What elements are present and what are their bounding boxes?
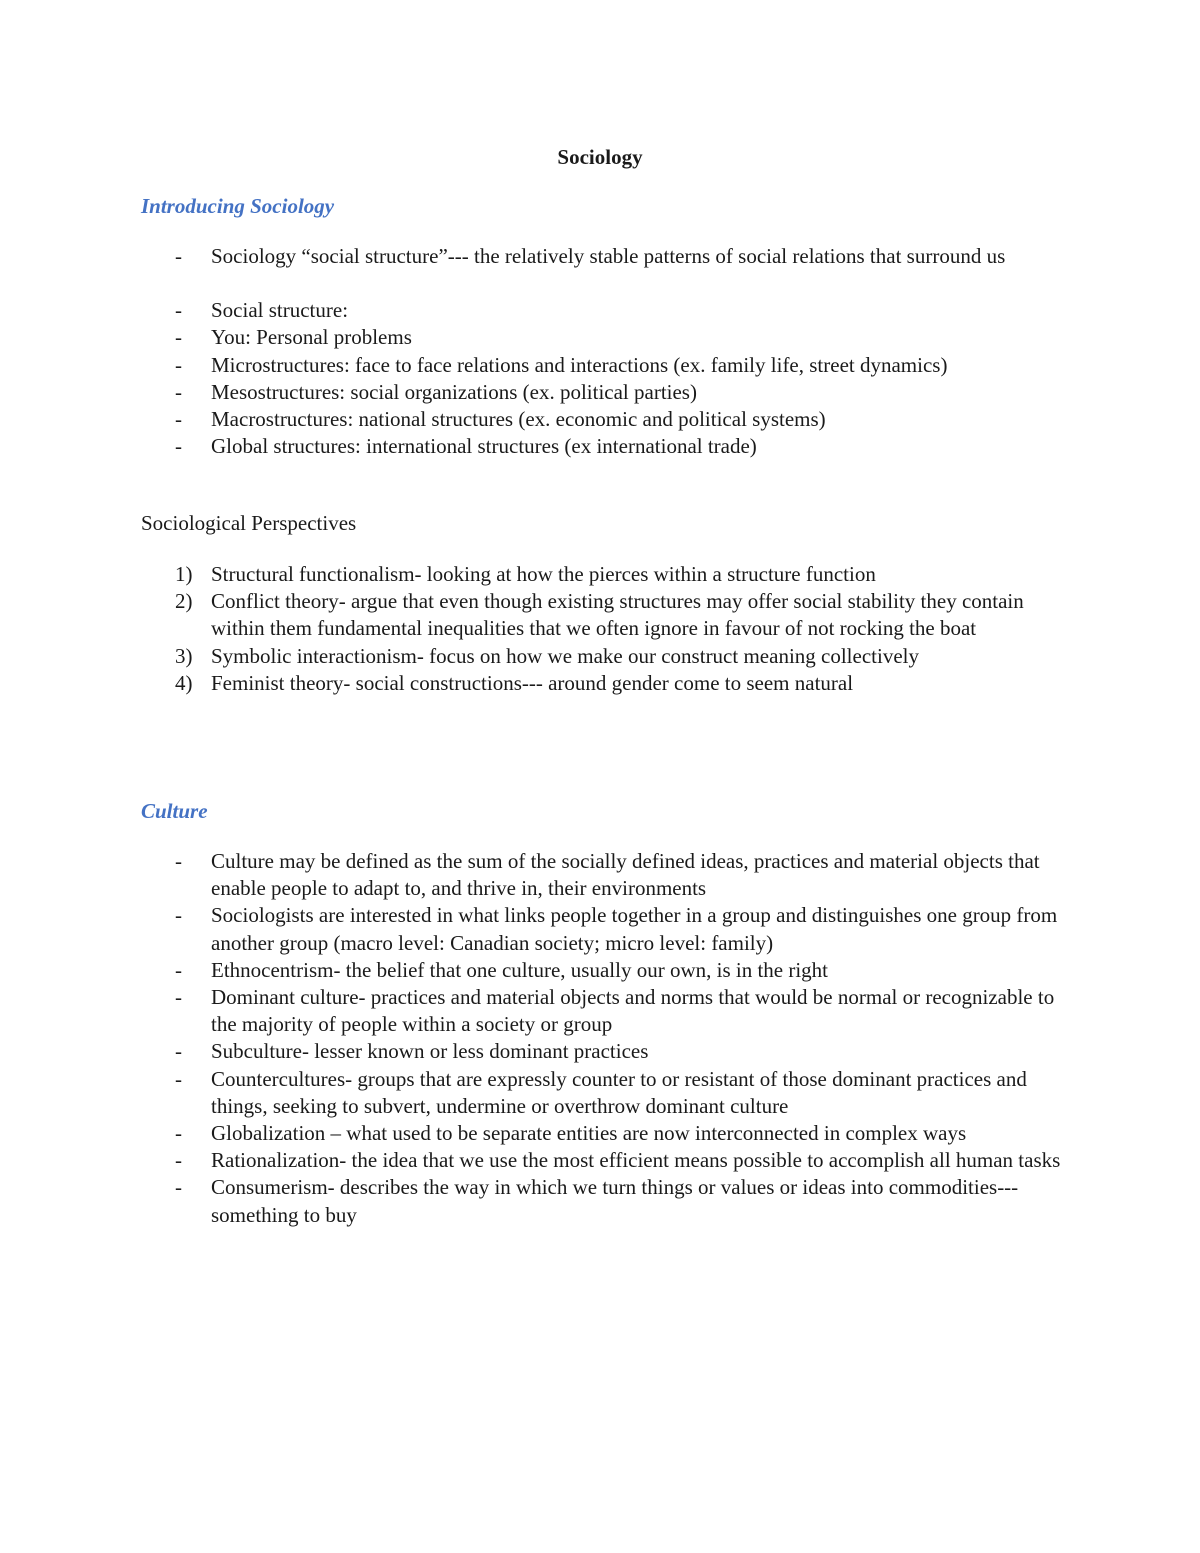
list-item: [141, 243, 1081, 270]
bullet-marker: -: [175, 1121, 182, 1146]
list-item: [141, 406, 1081, 433]
bullet-marker: -: [175, 379, 182, 404]
list-item: [141, 643, 1081, 670]
list-item-text: Globalization – what used to be separate entities are now interconnected in complex ways: [211, 1121, 967, 1146]
list-item: [141, 984, 1081, 1038]
culture-list: [141, 848, 1081, 1229]
list-item: [141, 957, 1081, 984]
perspectives-list: [141, 561, 1081, 697]
bullet-marker: -: [175, 407, 182, 432]
list-item-text: Rationalization- the idea that we use the most efficient means possible to accomplish all human tasks: [211, 1148, 1061, 1173]
number-marker: 2): [175, 589, 193, 614]
list-spacer: [141, 270, 1081, 297]
document-title: Sociology: [557, 145, 643, 169]
intro-list: [141, 243, 1081, 460]
list-item: [141, 433, 1081, 460]
bullet-marker: -: [175, 903, 182, 928]
list-item-text: Subculture- lesser known or less dominant practices: [211, 1039, 649, 1064]
section-heading-introducing-sociology: Introducing Sociology: [141, 194, 335, 218]
list-item: [141, 1120, 1081, 1147]
bullet-marker: -: [175, 434, 182, 459]
list-item-text: Mesostructures: social organizations (ex. political parties): [211, 379, 697, 404]
bullet-marker: -: [175, 244, 182, 268]
number-marker: 1): [175, 562, 193, 586]
list-item-text: Macrostructures: national structures (ex. economic and political systems): [211, 407, 826, 432]
list-item: [141, 1174, 1081, 1228]
list-item-text: Structural functionalism- looking at how the pierces within a structure function: [211, 562, 876, 586]
number-marker: 4): [175, 670, 193, 695]
list-item-text: Feminist theory- social constructions--- around gender come to seem natural: [211, 670, 854, 695]
bullet-marker: -: [175, 957, 182, 982]
list-item-text: Ethnocentrism- the belief that one culture, usually our own, is in the right: [211, 957, 829, 982]
list-item-text: Countercultures- groups that are expressly counter to or resistant of those dominant practices and things, seeking to subvert, undermine or overthrow dominant culture: [211, 1066, 1027, 1118]
list-item-text: Symbolic interactionism- focus on how we make our construct meaning collectively: [211, 643, 919, 668]
bullet-marker: -: [175, 325, 182, 350]
bullet-marker: -: [175, 849, 182, 873]
number-marker: 3): [175, 643, 193, 668]
bullet-marker: -: [175, 1066, 182, 1091]
section-heading-sociological-perspectives: Sociological Perspectives: [141, 511, 357, 535]
bullet-marker: -: [175, 1175, 182, 1200]
list-item-text: Global structures: international structures (ex international trade): [211, 434, 757, 459]
list-item: [141, 1066, 1081, 1120]
section-heading-culture: Culture: [141, 799, 208, 823]
list-item-text: Culture may be defined as the sum of the socially defined ideas, practices and material objects that enable people to adapt to, and thrive in, their environments: [211, 849, 1040, 901]
list-item: [141, 1038, 1081, 1065]
list-item: [141, 902, 1081, 956]
list-item-text: Dominant culture- practices and material objects and norms that would be normal or recognizable to the majority of people within a society or group: [211, 985, 1055, 1037]
list-item: [141, 848, 1081, 902]
list-item: [141, 297, 1081, 324]
list-item-text: Social structure:: [211, 298, 349, 323]
list-item-text: Sociologists are interested in what links people together in a group and distinguishes one group from another group (macro level: Canadian society; micro level: family): [211, 903, 1058, 955]
list-item-text: Sociology “social structure”--- the relatively stable patterns of social relations that surround us: [211, 244, 1006, 268]
list-item: [141, 588, 1081, 642]
list-item: [141, 379, 1081, 406]
list-item-text: Conflict theory- argue that even though existing structures may offer social stability they contain within them fundamental inequalities that we often ignore in favour of not rocking the boat: [211, 589, 1024, 641]
list-item: [141, 1147, 1081, 1174]
list-item: [141, 324, 1081, 351]
bullet-marker: -: [175, 985, 182, 1010]
bullet-marker: -: [175, 1148, 182, 1173]
list-item-text: Microstructures: face to face relations and interactions (ex. family life, street dynamics): [211, 352, 948, 377]
list-item-text: Consumerism- describes the way in which we turn things or values or ideas into commodities--- something to buy: [211, 1175, 1019, 1227]
list-item: [141, 352, 1081, 379]
list-item: [141, 561, 1081, 588]
bullet-marker: -: [175, 1039, 182, 1064]
bullet-marker: -: [175, 298, 182, 323]
list-item-text: You: Personal problems: [211, 325, 412, 350]
list-item: [141, 670, 1081, 697]
bullet-marker: -: [175, 352, 182, 377]
